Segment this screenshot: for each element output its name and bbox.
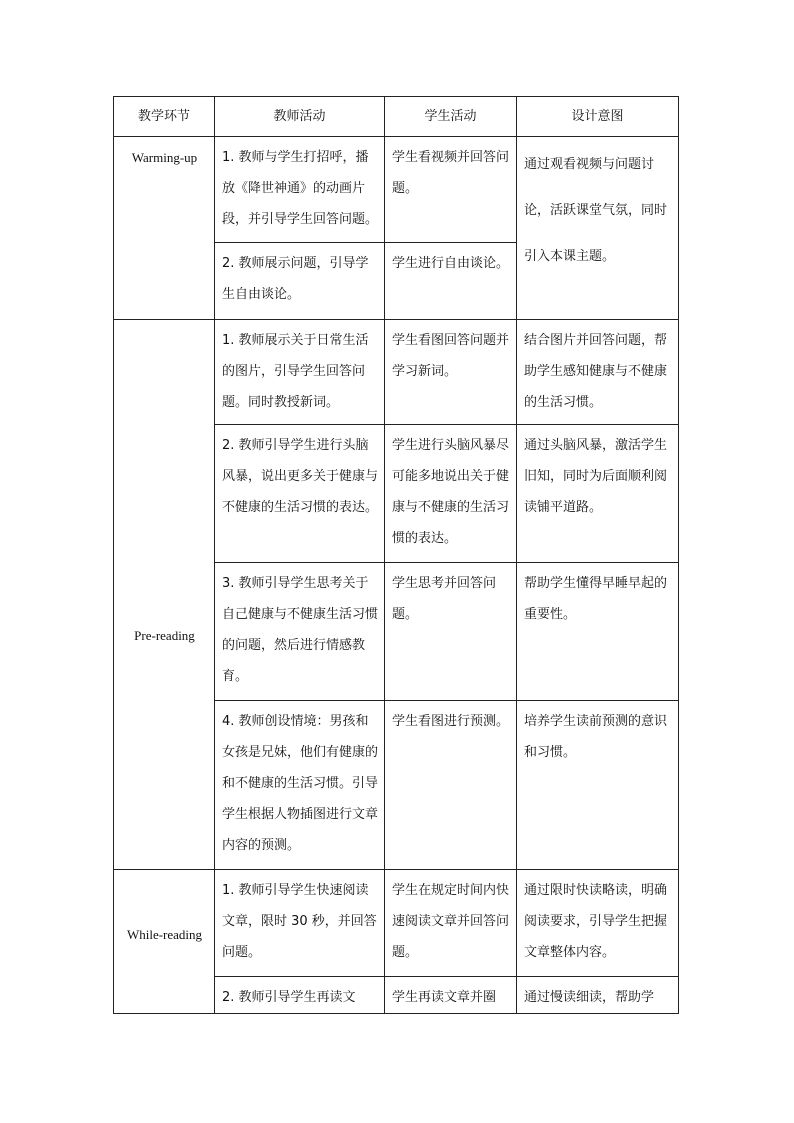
stage-warming-up: Warming-up: [114, 137, 215, 320]
student-activity-cell: 学生再读文章并圈: [385, 977, 517, 1014]
header-teacher-activity: 教师活动: [215, 97, 385, 137]
lesson-plan-table: [113, 96, 679, 1014]
design-intent-cell: 通过观看视频与问题讨论，活跃课堂气氛，同时引入本课主题。: [517, 137, 679, 320]
teacher-activity-cell: 2. 教师引导学生再读文: [215, 977, 385, 1014]
student-activity-cell: 学生看图进行预测。: [385, 701, 517, 870]
table-row: [114, 870, 679, 977]
teacher-activity-cell: 3. 教师引导学生思考关于自己健康与不健康生活习惯的问题，然后进行情感教育。: [215, 563, 385, 701]
teacher-activity-cell: 1. 教师与学生打招呼，播放《降世神通》的动画片段，并引导学生回答问题。: [215, 137, 385, 243]
design-intent-cell: 通过头脑风暴，激活学生旧知，同时为后面顺利阅读铺平道路。: [517, 425, 679, 563]
stage-pre-reading: Pre-reading: [114, 320, 215, 870]
stage-while-reading: While-reading: [114, 870, 215, 1014]
student-activity-cell: 学生看视频并回答问题。: [385, 137, 517, 243]
table-row: [114, 320, 679, 425]
design-intent-cell: 通过限时快读略读，明确阅读要求，引导学生把握文章整体内容。: [517, 870, 679, 977]
table-row: [114, 137, 679, 243]
student-activity-cell: 学生在规定时间内快速阅读文章并回答问题。: [385, 870, 517, 977]
teacher-activity-cell: 1. 教师引导学生快速阅读文章，限时 30 秒，并回答问题。: [215, 870, 385, 977]
header-row: [114, 97, 679, 137]
student-activity-cell: 学生思考并回答问题。: [385, 563, 517, 701]
design-intent-cell: 结合图片并回答问题，帮助学生感知健康与不健康的生活习惯。: [517, 320, 679, 425]
teacher-activity-cell: 1. 教师展示关于日常生活的图片，引导学生回答问题。同时教授新词。: [215, 320, 385, 425]
student-activity-cell: 学生看图回答问题并学习新词。: [385, 320, 517, 425]
header-student-activity: 学生活动: [385, 97, 517, 137]
design-intent-cell: 培养学生读前预测的意识和习惯。: [517, 701, 679, 870]
teacher-activity-cell: 4. 教师创设情境：男孩和女孩是兄妹，他们有健康的和不健康的生活习惯。引导学生根据人物插图进行文章内容的预测。: [215, 701, 385, 870]
header-design-intent: 设计意图: [517, 97, 679, 137]
design-intent-cell: 帮助学生懂得早睡早起的重要性。: [517, 563, 679, 701]
student-activity-cell: 学生进行头脑风暴尽可能多地说出关于健康与不健康的生活习惯的表达。: [385, 425, 517, 563]
header-stage: 教学环节: [114, 97, 215, 137]
teacher-activity-cell: 2. 教师引导学生进行头脑风暴，说出更多关于健康与不健康的生活习惯的表达。: [215, 425, 385, 563]
teacher-activity-cell: 2. 教师展示问题，引导学生自由谈论。: [215, 243, 385, 320]
design-intent-cell: 通过慢读细读，帮助学: [517, 977, 679, 1014]
student-activity-cell: 学生进行自由谈论。: [385, 243, 517, 320]
